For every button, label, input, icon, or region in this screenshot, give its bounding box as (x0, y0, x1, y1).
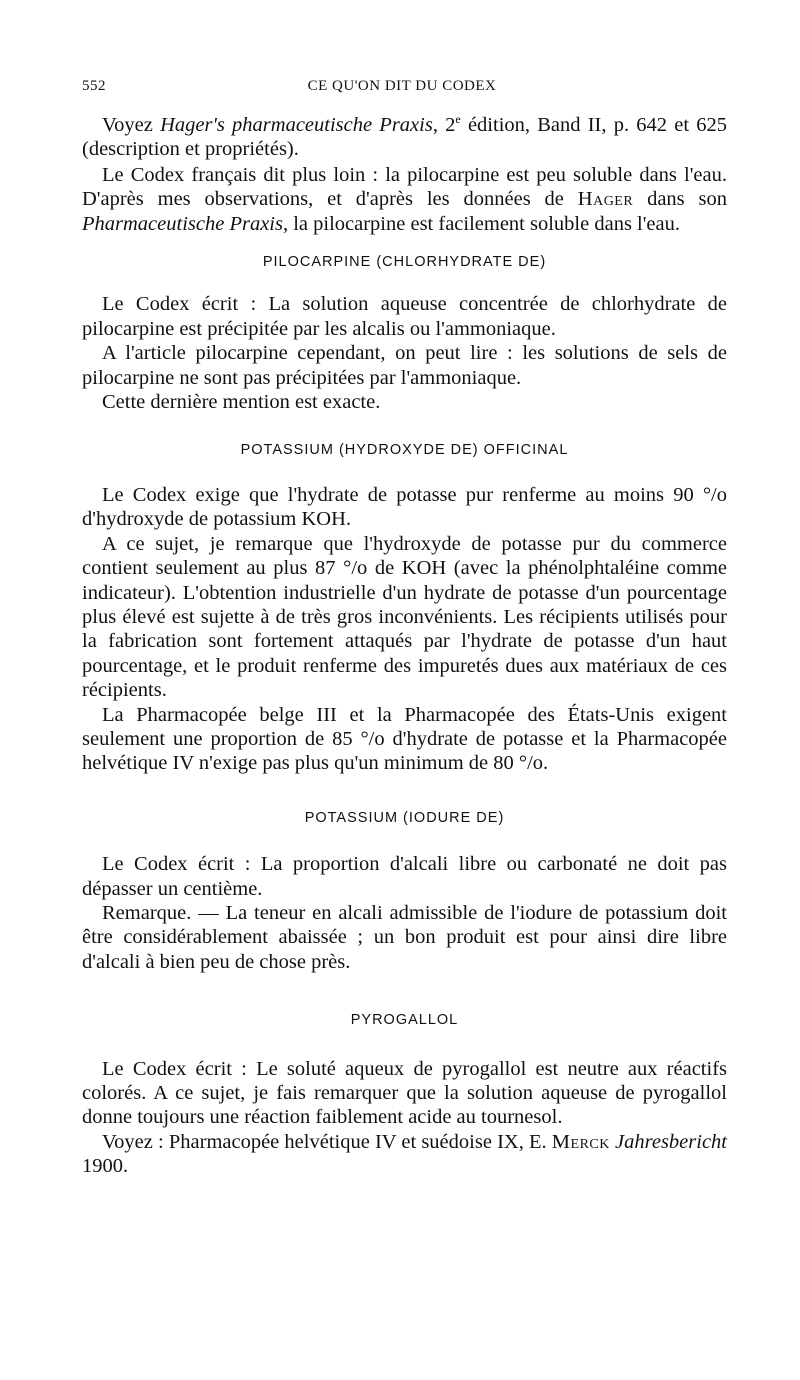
page-body (82, 113, 727, 1179)
paragraph: Le Codex écrit : La solution aqueuse concentrée de chlorhydrate de pilocarpine est précipitée par les alcalis ou l'ammoniaque. (82, 293, 727, 340)
paragraph: Le Codex exige que l'hydrate de potasse pur renferme au moins 90 °/o d'hydroxyde de potassium KOH. (82, 483, 727, 531)
section-heading: POTASSIUM (IODURE DE) (304, 809, 505, 826)
paragraph: Le Codex écrit : La proportion d'alcali libre ou carbonaté ne doit pas dépasser un centième. (82, 853, 727, 900)
page-header (82, 78, 722, 100)
running-title: CE QU'ON DIT DU CODEX (307, 78, 497, 94)
paragraph: Remarque. — La teneur en alcali admissible de l'iodure de potassium doit être considérablement abaissée ; un bon produit est pour ainsi dire libre d'alcali à bien peu de chose près. (82, 901, 727, 973)
paragraph: A ce sujet, je remarque que l'hydroxyde de potasse pur du commerce contient seulement au plus 87 °/o de KOH (avec la phénolphtaléine comme indicateur). L'obtention industrielle d'un hydrate de potasse d'un pourcentage plus élevé est sujette à de très gros inconvénients. Les récipients utilisés pour la fabrication sont fortement attaqués par l'hydrate de potasse d'un haut pourcentage, et le produit renferme des impuretés dues aux matériaux de ces récipients. (82, 532, 727, 702)
paragraph: Le Codex écrit : Le soluté aqueux de pyrogallol est neutre aux réactifs colorés. A ce sujet, je fais remarquer que la solution aqueuse de pyrogallol donne toujours une réaction faiblement acide au tournesol. (82, 1057, 727, 1129)
paragraph: Voyez : Pharmacopée helvétique IV et suédoise IX, E. Merck Jahresbericht 1900. (82, 1130, 727, 1178)
paragraph: La Pharmacopée belge III et la Pharmacopée des États-Unis exigent seulement une proportion de 85 °/o d'hydrate de potasse et la Pharmacopée helvétique IV n'exige pas plus qu'un minimum de 80 °/o. (82, 703, 727, 775)
paragraph: Cette dernière mention est exacte. (102, 391, 381, 414)
section-heading: PYROGALLOL (350, 1012, 459, 1029)
page-number: 552 (82, 78, 106, 94)
section-heading: POTASSIUM (HYDROXYDE DE) OFFICINAL (240, 442, 569, 459)
paragraph: Voyez Hager's pharmaceutische Praxis, 2e édition, Band II, p. 642 et 625 (description et propriétés). (82, 112, 728, 161)
paragraph: A l'article pilocarpine cependant, on peut lire : les solutions de sels de pilocarpine ne sont pas précipitées par l'ammoniaque. (82, 342, 727, 389)
section-heading: PILOCARPINE (CHLORHYDRATE DE) (262, 254, 547, 271)
paragraph: Le Codex français dit plus loin : la pilocarpine est peu soluble dans l'eau. D'après mes observations, et d'après les données de Hager dans son Pharmaceutische Praxis, la pilocarpine est facilement soluble dans l'eau. (82, 163, 727, 235)
